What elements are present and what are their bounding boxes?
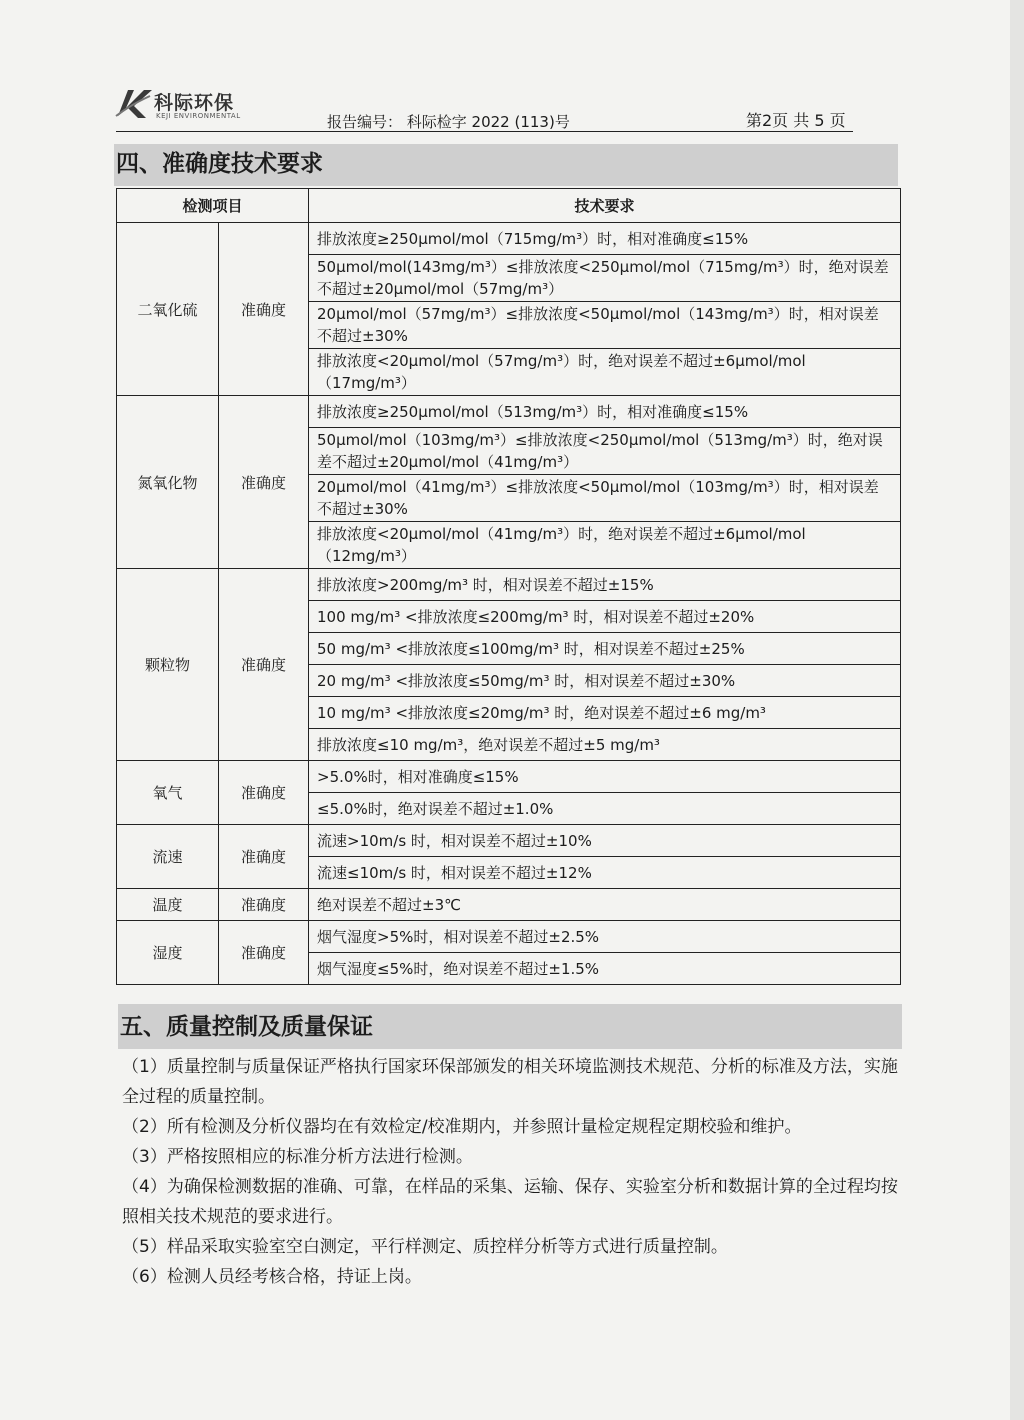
- table-row: [117, 223, 901, 255]
- paragraph: （3）严格按照相应的标准分析方法进行检测。: [122, 1147, 473, 1167]
- page-number: 第2页 共 5 页: [746, 111, 846, 130]
- table-row: [117, 569, 901, 601]
- paragraph: （5）样品采取实验室空白测定，平行样测定、质控样分析等方式进行质量控制。: [122, 1237, 728, 1257]
- paragraph: （2）所有检测及分析仪器均在有效检定/校准期内，并参照计量检定规程定期校验和维护。: [122, 1117, 802, 1137]
- requirement-cell: 排放浓度>200mg/m³ 时，相对误差不超过±15%: [309, 569, 901, 601]
- company-logo: [114, 84, 284, 124]
- page-edge: [1010, 0, 1024, 1420]
- requirement-cell: 100 mg/m³ <排放浓度≤200mg/m³ 时，相对误差不超过±20%: [309, 601, 901, 633]
- item-cell: 氮氧化物: [117, 396, 219, 569]
- requirement-cell: 20μmol/mol（41mg/m³）≤排放浓度<50μmol/mol（103mg/m³）时，相对误差不超过±30%: [309, 475, 901, 522]
- requirement-cell: 烟气湿度>5%时，相对误差不超过±2.5%: [309, 921, 901, 953]
- logo-english-text: KEJI ENVIRONMENTAL: [156, 112, 241, 120]
- item-cell: 流速: [117, 825, 219, 889]
- section-4-title: 四、准确度技术要求: [114, 144, 898, 186]
- requirement-cell: 50 mg/m³ <排放浓度≤100mg/m³ 时，相对误差不超过±25%: [309, 633, 901, 665]
- header-divider: [116, 131, 853, 132]
- requirement-cell: 10 mg/m³ <排放浓度≤20mg/m³ 时，绝对误差不超过±6 mg/m³: [309, 697, 901, 729]
- logo-chinese-text: 科际环保: [154, 92, 235, 114]
- item-cell: 二氧化硫: [117, 223, 219, 396]
- requirement-cell: 排放浓度≥250μmol/mol（513mg/m³）时，相对准确度≤15%: [309, 396, 901, 428]
- requirement-cell: 50μmol/mol（103mg/m³）≤排放浓度<250μmol/mol（513mg/m³）时，绝对误差不超过±20μmol/mol（41mg/m³）: [309, 428, 901, 475]
- requirement-cell: 20 mg/m³ <排放浓度≤50mg/m³ 时，相对误差不超过±30%: [309, 665, 901, 697]
- requirement-cell: 绝对误差不超过±3℃: [309, 889, 901, 921]
- paragraph: （4）为确保检测数据的准确、可靠，在样品的采集、运输、保存、实验室分析和数据计算的全过程均按照相关技术规范的要求进行。: [122, 1177, 898, 1227]
- item-cell: 氧气: [117, 761, 219, 825]
- table-header-row: [117, 189, 901, 223]
- requirement-cell: 排放浓度≤10 mg/m³，绝对误差不超过±5 mg/m³: [309, 729, 901, 761]
- param-cell: 准确度: [219, 761, 309, 825]
- param-cell: 准确度: [219, 223, 309, 396]
- param-cell: 准确度: [219, 921, 309, 985]
- table-row: [117, 761, 901, 793]
- param-cell: 准确度: [219, 889, 309, 921]
- requirement-cell: 排放浓度<20μmol/mol（57mg/m³）时，绝对误差不超过±6μmol/mol（17mg/m³）: [309, 349, 901, 396]
- section-5-title: 五、质量控制及质量保证: [118, 1004, 902, 1049]
- column-header-item: 检测项目: [117, 189, 309, 223]
- table-row: [117, 396, 901, 428]
- item-cell: 温度: [117, 889, 219, 921]
- requirement-cell: 50μmol/mol(143mg/m³）≤排放浓度<250μmol/mol（715mg/m³）时，绝对误差不超过±20μmol/mol（57mg/m³）: [309, 255, 901, 302]
- param-cell: 准确度: [219, 396, 309, 569]
- accuracy-requirements-table: [116, 188, 901, 985]
- paragraph: （1）质量控制与质量保证严格执行国家环保部颁发的相关环境监测技术规范、分析的标准及方法，实施全过程的质量控制。: [122, 1057, 898, 1107]
- param-cell: 准确度: [219, 825, 309, 889]
- column-header-requirement: 技术要求: [309, 189, 901, 223]
- requirement-cell: 20μmol/mol（57mg/m³）≤排放浓度<50μmol/mol（143mg/m³）时，相对误差不超过±30%: [309, 302, 901, 349]
- logo-mark-icon: [114, 86, 154, 120]
- item-cell: 湿度: [117, 921, 219, 985]
- requirement-cell: ≤5.0%时，绝对误差不超过±1.0%: [309, 793, 901, 825]
- report-number: 报告编号： 科际检字 2022 (113)号: [327, 113, 570, 131]
- requirement-cell: 排放浓度≥250μmol/mol（715mg/m³）时，相对准确度≤15%: [309, 223, 901, 255]
- table-row: [117, 921, 901, 953]
- param-cell: 准确度: [219, 569, 309, 761]
- table-row: [117, 889, 901, 921]
- quality-control-paragraphs: [122, 1052, 902, 1292]
- requirement-cell: 流速>10m/s 时，相对误差不超过±10%: [309, 825, 901, 857]
- requirement-cell: 排放浓度<20μmol/mol（41mg/m³）时，绝对误差不超过±6μmol/mol（12mg/m³）: [309, 522, 901, 569]
- item-cell: 颗粒物: [117, 569, 219, 761]
- requirement-cell: 流速≤10m/s 时，相对误差不超过±12%: [309, 857, 901, 889]
- requirement-cell: 烟气湿度≤5%时，绝对误差不超过±1.5%: [309, 953, 901, 985]
- requirement-cell: >5.0%时，相对准确度≤15%: [309, 761, 901, 793]
- paragraph: （6）检测人员经考核合格，持证上岗。: [122, 1267, 422, 1287]
- table-row: [117, 825, 901, 857]
